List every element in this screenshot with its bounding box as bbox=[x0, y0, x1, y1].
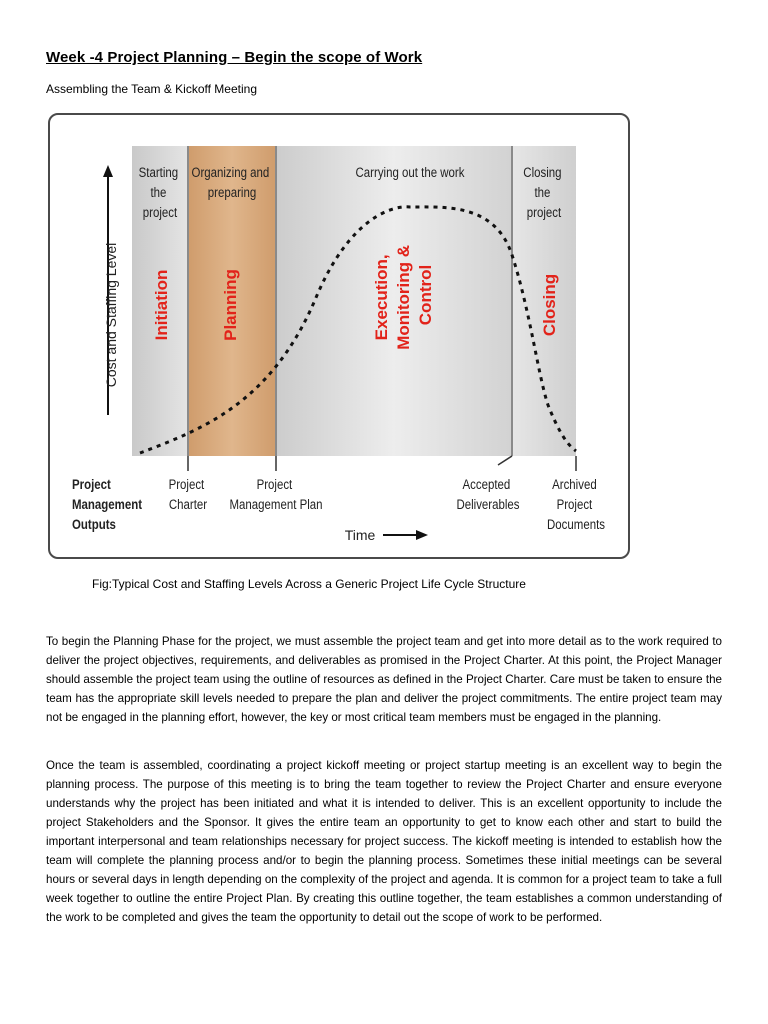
phase-header-closing: Closing the project bbox=[523, 165, 562, 221]
output-project-charter: Project Charter bbox=[168, 477, 208, 513]
phase-label-planning: Planning bbox=[221, 269, 240, 341]
page-title: Week -4 Project Planning – Begin the scope of Work bbox=[46, 49, 423, 66]
lifecycle-figure bbox=[48, 113, 630, 559]
paragraph-kickoff-meeting: Once the team is assembled, coordinating a project kickoff meeting or project startup meeting is an excellent way to begin the planning process. The purpose of this meeting is to bring the team together to review the Project Charter and ensure everyone understands why the project has been initiated and what it is intended to deliver. This is an excellent opportunity to include the project Stakeholders and the Sponsor. It gives the entire team an opportunity to get to know each other and start to build the important interpersonal and team relationships necessary for project success. The kickoff meeting is intended to establish how the team will complete the planning process and/or to begin the planning process. Sometimes these initial meetings can be several hours or several days in length depending on the complexity of the project and agenda. It is common for a project team to take a full week together to outline the entire Project Plan. By creating this outline together, the team establishes a common understanding of the work to be completed and gives the team the opportunity to detail out the scope of work to be performed. bbox=[46, 759, 722, 924]
lifecycle-diagram bbox=[50, 115, 632, 561]
x-axis-label: Time bbox=[344, 527, 376, 543]
phase-label-closing: Closing bbox=[540, 273, 559, 337]
figure-caption: Fig:Typical Cost and Staffing Levels Across a Generic Project Life Cycle Structure bbox=[92, 577, 526, 591]
output-accepted-deliverables: Accepted Deliverables bbox=[456, 477, 520, 513]
x-axis-arrowhead bbox=[416, 530, 428, 540]
phase-header-execution: Carrying out the work bbox=[355, 165, 465, 181]
output-archived-project-documents: Archived Project Documents bbox=[547, 477, 605, 533]
phase-header-initiation: Starting the project bbox=[138, 165, 179, 221]
outputs-heading: Project Management Outputs bbox=[72, 477, 143, 533]
y-axis-label: Cost and Staffing Level bbox=[103, 242, 119, 388]
phase-header-planning: Organizing and preparing bbox=[191, 165, 270, 201]
paragraph-planning-phase: To begin the Planning Phase for the project, we must assemble the project team and get into more detail as to the work required to deliver the project objectives, requirements, and deliverables as promised in the Project Charter. At this point, the Project Manager should assemble the project team using the outline of resources as defined in the Project Charter. Care must be taken to ensure the team has the appropriate skill levels needed to prepare the plan and deliver the project commitments. The entire project team may not be engaged in the planning effort, however, the key or most critical team members must be engaged in the planning. bbox=[46, 635, 722, 724]
y-axis-arrowhead bbox=[103, 165, 113, 177]
phase-label-execution: Execution, Monitoring & Control bbox=[372, 244, 435, 350]
section-subtitle: Assembling the Team & Kickoff Meeting bbox=[46, 82, 257, 96]
output-project-management-plan: Project Management Plan bbox=[229, 477, 323, 513]
phase-label-initiation: Initiation bbox=[152, 269, 171, 341]
